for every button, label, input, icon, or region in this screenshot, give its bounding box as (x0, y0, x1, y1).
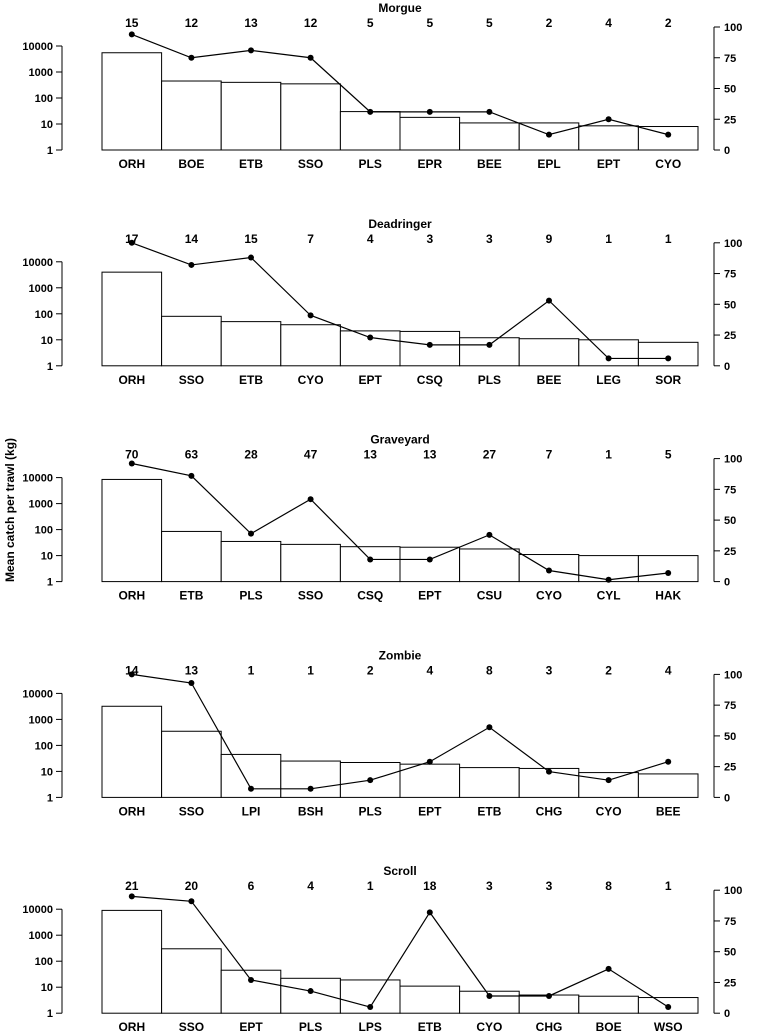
category-label: ORH (118, 372, 146, 387)
line-point (308, 312, 314, 318)
line-point (248, 255, 254, 261)
line-point (188, 55, 194, 61)
left-tick-label: 1000 (28, 714, 53, 727)
count-label: 2 (545, 16, 553, 30)
line-point (367, 777, 373, 783)
right-tick-label: 75 (724, 700, 737, 713)
count-label: 3 (426, 231, 434, 246)
count-label: 13 (363, 447, 377, 462)
line-point (248, 47, 254, 53)
category-label: CYL (596, 588, 621, 603)
right-tick-label: 50 (724, 299, 737, 312)
category-label: ETB (417, 1020, 442, 1031)
bar (400, 547, 460, 581)
category-label: CSQ (416, 372, 443, 387)
panel-graveyard (22, 433, 742, 603)
left-tick-label: 10000 (22, 256, 53, 269)
count-label: 12 (184, 16, 199, 30)
bar (579, 340, 639, 366)
line-point (367, 1004, 373, 1010)
category-label: SSO (178, 1020, 205, 1031)
line-point (665, 1004, 671, 1010)
category-label: BEE (655, 804, 681, 819)
right-tick-label: 25 (724, 545, 737, 558)
line-point (188, 898, 194, 904)
count-label: 28 (244, 447, 258, 462)
category-label: EPT (418, 588, 442, 603)
bar (281, 761, 341, 797)
count-label: 21 (125, 879, 139, 894)
left-tick-label: 10000 (22, 688, 53, 701)
right-tick-label: 0 (724, 145, 731, 157)
category-label: CYO (297, 372, 324, 387)
count-label: 14 (125, 663, 139, 678)
line-point (308, 786, 314, 792)
line-point (427, 759, 433, 765)
count-label: 5 (366, 16, 374, 30)
category-label: CYO (476, 1020, 503, 1031)
left-tick-label: 1 (46, 576, 53, 589)
panel-title: Graveyard (370, 432, 430, 447)
bar (579, 773, 639, 798)
bar (340, 112, 400, 150)
y-axis-label: Mean catch per trawl (kg) (3, 437, 17, 583)
count-label: 4 (366, 231, 374, 246)
category-label: ETB (179, 588, 204, 603)
left-tick-label: 100 (34, 740, 53, 753)
category-label: HAK (655, 588, 682, 603)
line-point (606, 116, 612, 122)
count-label: 4 (307, 879, 314, 894)
right-tick-label: 75 (724, 484, 737, 497)
count-label: 3 (545, 879, 553, 894)
count-label: 20 (184, 879, 199, 894)
bar (102, 910, 162, 1013)
line-point (367, 335, 373, 341)
count-label: 2 (366, 663, 374, 678)
left-tick-label: 1 (46, 792, 53, 805)
bar (579, 126, 639, 150)
bar (102, 479, 162, 581)
bar (281, 544, 341, 581)
line-point (308, 496, 314, 502)
category-label: EPT (418, 804, 442, 819)
count-label: 9 (545, 231, 553, 246)
category-label: BSH (297, 804, 324, 819)
bar (221, 82, 281, 150)
category-label: EPR (417, 157, 443, 171)
count-label: 63 (184, 447, 199, 462)
count-label: 3 (486, 231, 493, 246)
line-point (546, 993, 552, 999)
line-point (188, 473, 194, 479)
bar (102, 706, 162, 797)
category-label: EPL (537, 157, 561, 171)
left-tick-label: 100 (34, 93, 53, 105)
count-label: 1 (366, 879, 374, 894)
line-point (248, 977, 254, 983)
count-label: 3 (486, 879, 493, 894)
left-tick-label: 10 (40, 334, 53, 347)
line-point (665, 570, 671, 576)
category-label: SSO (297, 588, 324, 603)
category-label: ORH (118, 804, 146, 819)
category-label: LEG (596, 372, 621, 387)
count-label: 1 (664, 879, 672, 894)
category-label: BEE (536, 372, 562, 387)
count-label: 7 (307, 231, 314, 246)
line-point (486, 993, 492, 999)
left-tick-label: 1000 (28, 67, 53, 79)
right-tick-label: 0 (724, 1008, 731, 1021)
category-label: ETB (239, 157, 263, 171)
category-label: SSO (297, 157, 324, 171)
category-label: ETB (239, 372, 263, 387)
category-label: PLS (239, 588, 263, 603)
bar (638, 342, 698, 365)
count-label: 3 (545, 663, 553, 678)
category-label: BOE (178, 157, 205, 171)
line-point (427, 342, 433, 348)
right-tick-label: 0 (724, 792, 731, 805)
count-label: 4 (664, 663, 672, 678)
right-tick-label: 100 (724, 453, 743, 466)
category-label: ORH (118, 157, 146, 171)
count-label: 13 (423, 447, 437, 462)
line-point (606, 577, 612, 583)
category-label: EPT (239, 1020, 263, 1031)
count-label: 4 (426, 663, 434, 678)
bar (460, 123, 520, 150)
line-point (665, 132, 671, 138)
panel-scroll (22, 864, 742, 1031)
line-point (129, 893, 135, 899)
panel-deadringer (22, 217, 742, 387)
line-point (486, 342, 492, 348)
bar (162, 731, 222, 797)
category-label: PLS (358, 804, 382, 819)
panel-zombie (22, 648, 742, 818)
count-label: 8 (605, 879, 612, 894)
line-point (188, 262, 194, 268)
right-tick-label: 50 (724, 730, 737, 743)
left-tick-label: 1 (46, 145, 53, 157)
bar (400, 331, 460, 365)
bar (460, 768, 520, 798)
bar (102, 272, 162, 366)
count-label: 15 (125, 16, 139, 30)
count-label: 13 (244, 16, 258, 30)
count-label: 1 (247, 663, 255, 678)
category-label: SSO (178, 804, 205, 819)
category-label: PLS (477, 372, 502, 387)
panel-title: Deadringer (368, 216, 432, 231)
count-label: 70 (125, 447, 139, 462)
bar (638, 127, 698, 150)
right-tick-label: 100 (724, 22, 743, 34)
left-tick-label: 1 (46, 360, 53, 373)
line-point (665, 759, 671, 765)
bar (162, 316, 222, 365)
line-point (486, 109, 492, 115)
right-tick-label: 25 (724, 114, 737, 127)
count-label: 47 (303, 447, 318, 462)
line-point (129, 31, 135, 37)
line-point (486, 724, 492, 730)
line-point (546, 298, 552, 304)
bar (400, 764, 460, 797)
line-point (188, 680, 194, 686)
bar (281, 84, 341, 150)
right-tick-label: 75 (724, 52, 737, 65)
line-point (427, 909, 433, 915)
count-label: 17 (125, 231, 139, 246)
bar (460, 549, 520, 582)
count-label: 5 (426, 16, 434, 30)
line-point (546, 132, 552, 138)
line-point (427, 556, 433, 562)
count-label: 5 (486, 16, 493, 30)
bar (221, 970, 281, 1013)
right-tick-label: 50 (724, 83, 737, 96)
category-label: CYO (655, 157, 682, 171)
right-tick-label: 25 (724, 977, 737, 990)
bar (221, 322, 281, 366)
count-label: 2 (605, 663, 612, 678)
right-tick-label: 50 (724, 946, 737, 959)
left-tick-label: 10000 (22, 472, 53, 485)
right-tick-label: 100 (724, 885, 743, 898)
right-tick-label: 50 (724, 515, 737, 528)
line-point (546, 769, 552, 775)
line-point (606, 355, 612, 361)
left-tick-label: 100 (34, 524, 53, 537)
bar (281, 325, 341, 366)
count-label: 1 (307, 663, 314, 678)
count-label: 27 (482, 447, 497, 462)
panel-morgue (22, 1, 742, 171)
line-point (427, 109, 433, 115)
count-label: 15 (244, 231, 258, 246)
bar (638, 556, 698, 582)
category-label: ORH (118, 588, 146, 603)
right-tick-label: 75 (724, 915, 737, 928)
bar (162, 949, 222, 1013)
category-label: PLS (298, 1020, 323, 1031)
bar (221, 541, 281, 581)
category-label: BEE (477, 157, 502, 171)
category-label: SOR (655, 372, 682, 387)
bar (400, 117, 460, 150)
category-label: CSQ (357, 588, 384, 603)
count-label: 4 (605, 16, 612, 30)
count-label: 14 (184, 231, 199, 246)
right-tick-label: 100 (724, 237, 743, 250)
right-tick-label: 0 (724, 360, 731, 373)
bar (162, 81, 222, 150)
bar (519, 339, 579, 366)
line-point (546, 568, 552, 574)
count-label: 1 (664, 231, 672, 246)
left-tick-label: 100 (34, 956, 53, 969)
line-point (665, 355, 671, 361)
panel-title: Morgue (378, 1, 422, 15)
line-point (367, 109, 373, 115)
category-label: WSQ (653, 1020, 683, 1031)
line-point (248, 786, 254, 792)
bar (102, 53, 162, 150)
bar (281, 978, 341, 1013)
bar (162, 531, 222, 581)
category-label: CYO (535, 588, 563, 603)
panel-title: Scroll (383, 864, 417, 879)
category-label: SSO (178, 372, 205, 387)
line-point (308, 55, 314, 61)
category-label: PLS (358, 157, 382, 171)
left-tick-label: 1000 (28, 930, 53, 943)
left-tick-label: 1 (46, 1008, 53, 1021)
left-tick-label: 1000 (28, 498, 53, 511)
line-point (606, 966, 612, 972)
bar (579, 996, 639, 1013)
count-label: 12 (303, 16, 318, 30)
bar (638, 774, 698, 797)
count-label: 5 (664, 447, 672, 462)
count-label: 6 (247, 879, 255, 894)
category-label: LPS (358, 1020, 382, 1031)
line-point (367, 556, 373, 562)
line-point (248, 531, 254, 537)
line-point (486, 532, 492, 538)
right-tick-label: 100 (724, 669, 743, 682)
left-tick-label: 10000 (22, 904, 53, 917)
category-label: EPT (596, 157, 621, 171)
left-tick-label: 10 (40, 550, 53, 563)
left-tick-label: 1000 (28, 282, 53, 295)
line-point (308, 988, 314, 994)
right-tick-label: 0 (724, 576, 731, 589)
count-label: 1 (605, 447, 612, 462)
left-tick-label: 10 (40, 119, 53, 131)
count-label: 13 (184, 663, 199, 678)
category-label: EPT (358, 372, 382, 387)
count-label: 18 (423, 879, 437, 894)
bar (400, 986, 460, 1013)
category-label: CYO (595, 804, 622, 819)
category-label: ETB (477, 804, 502, 819)
category-label: CSU (476, 588, 503, 603)
left-tick-label: 10 (40, 766, 53, 779)
category-label: ORH (118, 1020, 146, 1031)
left-tick-label: 10000 (22, 41, 53, 53)
category-label: CHG (535, 1020, 563, 1031)
category-label: BOE (595, 1020, 622, 1031)
right-tick-label: 25 (724, 330, 737, 343)
right-tick-label: 75 (724, 268, 737, 281)
count-label: 7 (545, 447, 553, 462)
count-label: 2 (664, 16, 672, 30)
count-label: 8 (486, 663, 493, 678)
right-tick-label: 25 (724, 761, 737, 774)
line-point (606, 777, 612, 783)
count-label: 1 (605, 231, 612, 246)
left-tick-label: 10 (40, 982, 53, 995)
category-label: CHG (535, 804, 563, 819)
left-tick-label: 100 (34, 308, 53, 321)
bar (340, 547, 400, 582)
panel-title: Zombie (378, 648, 422, 663)
category-label: LPI (241, 804, 261, 819)
